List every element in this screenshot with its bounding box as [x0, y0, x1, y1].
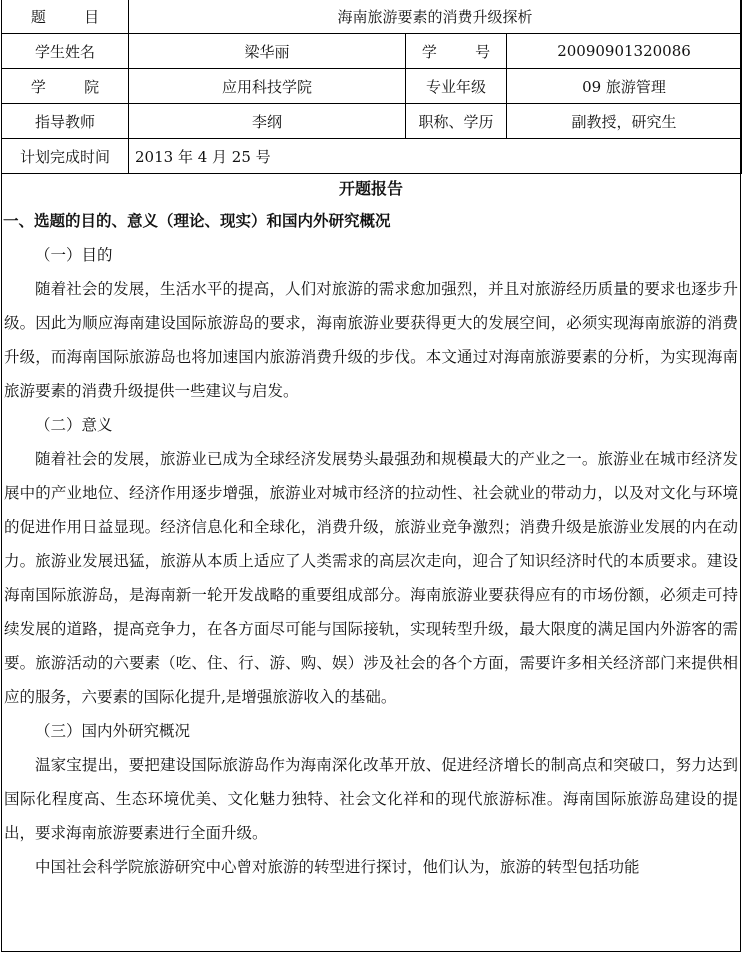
student-value: 梁华丽	[129, 34, 406, 69]
advisor-label: 指导教师	[2, 104, 129, 139]
student-id-value: 20090901320086	[507, 34, 742, 69]
info-row-college	[2, 69, 742, 104]
research-paragraph-2: 中国社会科学院旅游研究中心曾对旅游的转型进行探讨，他们认为，旅游的转型包括功能	[35, 858, 640, 876]
title-value: 海南旅游要素的消费升级探析	[129, 0, 742, 34]
rank-value: 副教授，研究生	[507, 104, 742, 139]
info-row-student	[2, 34, 742, 69]
student-id-label: 学 号	[406, 34, 507, 69]
deadline-label: 计划完成时间	[2, 139, 129, 174]
report-body	[2, 204, 740, 884]
title-label: 题 目	[2, 0, 129, 34]
significance-heading: （二）意义	[35, 416, 113, 434]
purpose-paragraph: 随着社会的发展，生活水平的提高，人们对旅游的需求愈加强烈，并且对旅游经历质量的要求也逐步升级。因此为顺应海南建设国际旅游岛的要求，海南旅游业要获得更大的发展空间，必须实现海南旅游的消费升级，而海南国际旅游岛也将加速国内旅游消费升级的步伐。本文通过对海南旅游要素的分析，为实现海南旅游要素的消费升级提供一些建议与启发。	[4, 280, 738, 400]
info-row-title	[2, 0, 742, 34]
rank-label: 职称、学历	[406, 104, 507, 139]
info-row-deadline	[2, 139, 742, 174]
research-paragraph-1: 温家宝提出，要把建设国际旅游岛作为海南深化改革开放、促进经济增长的制高点和突破口，努力达到国际化程度高、生态环境优美、文化魅力独特、社会文化祥和的现代旅游标准。海南国际旅游岛建设的提出，要求海南旅游要素进行全面升级。	[4, 756, 738, 842]
purpose-heading: （一）目的	[35, 246, 113, 264]
student-label: 学生姓名	[2, 34, 129, 69]
proposal-page	[1, 0, 741, 952]
advisor-value: 李纲	[129, 104, 406, 139]
info-table	[1, 0, 742, 174]
college-value: 应用科技学院	[129, 69, 406, 104]
info-row-advisor	[2, 104, 742, 139]
section1-heading: 一、选题的目的、意义（理论、现实）和国内外研究概况	[3, 211, 391, 230]
report-title: 开题报告	[338, 179, 403, 198]
significance-paragraph: 随着社会的发展，旅游业已成为全球经济发展势头最强劲和规模最大的产业之一。旅游业在城市经济发展中的产业地位、经济作用逐步增强，旅游业对城市经济的拉动性、社会就业的带动力，以及对文化与环境的促进作用日益显现。经济信息化和全球化，消费升级，旅游业竞争激烈；消费升级是旅游业发展的内在动力。旅游业发展迅猛，旅游从本质上适应了人类需求的高层次走向，迎合了知识经济时代的本质要求。建设海南国际旅游岛，是海南新一轮开发战略的重要组成部分。海南旅游业要获得应有的市场份额，必须走可持续发展的道路，提高竞争力，在各方面尽可能与国际接轨，实现转型升级，最大限度的满足国内外游客的需要。旅游活动的六要素（吃、住、行、游、购、娱）涉及社会的各个方面，需要许多相关经济部门来提供相应的服务，六要素的国际化提升,是增强旅游收入的基础。	[4, 450, 738, 706]
major-value: 09 旅游管理	[507, 69, 742, 104]
research-overview-heading: （三）国内外研究概况	[35, 722, 191, 740]
college-label: 学 院	[2, 69, 129, 104]
deadline-value: 2013 年 4 月 25 号	[129, 139, 742, 174]
major-label: 专业年级	[406, 69, 507, 104]
